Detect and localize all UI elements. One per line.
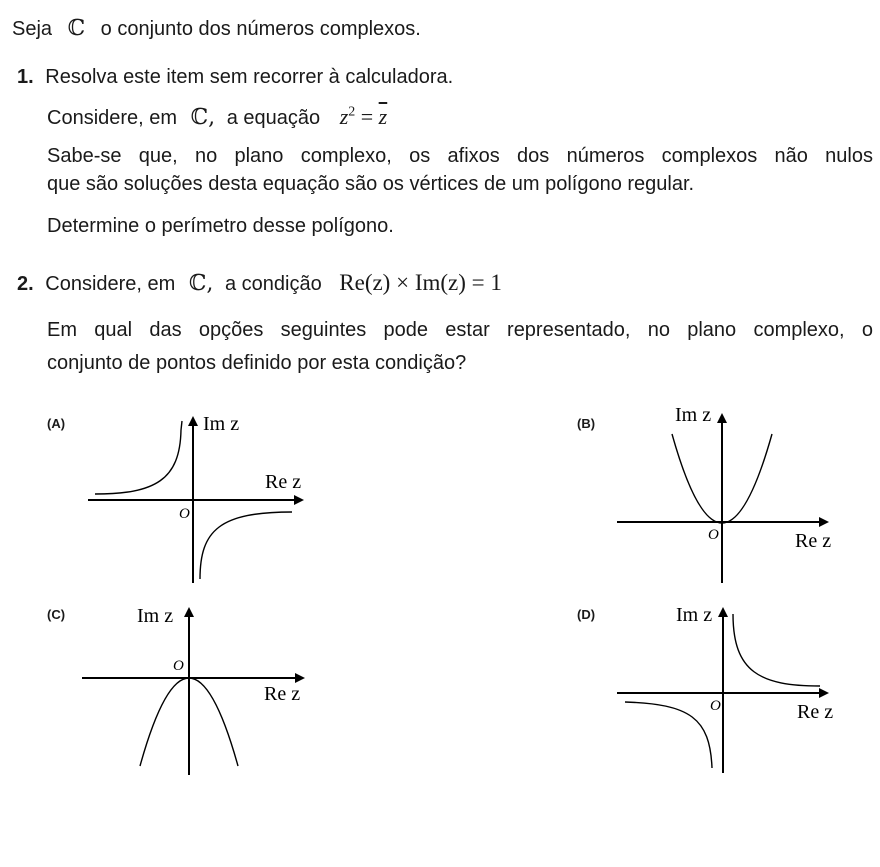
graph-d-curve-upper-right <box>733 614 820 686</box>
eq-equals: = <box>360 104 374 129</box>
q2-question-line2: conjunto de pontos definido por esta condição? <box>47 352 467 374</box>
graph-b-im-label: Im z <box>675 404 712 426</box>
q2-condition: Re(z) × Im(z) = 1 <box>339 270 502 295</box>
graph-d-y-arrow <box>718 607 728 617</box>
question-1-instruction: Resolva este item sem recorrer à calculadora. <box>45 66 454 88</box>
intro-after: o conjunto dos números complexos. <box>100 18 421 40</box>
graph-d-x-arrow <box>819 688 829 698</box>
graph-a-origin: O <box>179 506 190 522</box>
graph-b-re-label: Re z <box>795 530 832 552</box>
q2-consider-prefix: Considere, em <box>45 273 176 295</box>
option-b-label: (B) <box>577 416 596 431</box>
q2-question-line1: Em qual das opções seguintes pode estar representado, no plano complexo, o <box>47 319 873 341</box>
graph-b-origin: O <box>708 527 719 543</box>
complex-set-symbol: ℂ <box>67 16 86 41</box>
q1-set-symbol: ℂ, <box>190 105 216 130</box>
graph-a-re-label: Re z <box>265 471 302 493</box>
option-d-label: (D) <box>577 607 596 622</box>
eq-exp: 2 <box>348 104 356 120</box>
question-2-number: 2. <box>17 273 34 295</box>
eq-rhs-conjugate: $\overline{z}$ <box>378 104 388 129</box>
graph-c-re-label: Re z <box>264 683 301 705</box>
option-c-label: (C) <box>47 607 66 622</box>
graph-d-im-label: Im z <box>676 604 713 626</box>
q1-task: Determine o perímetro desse polígono. <box>47 215 394 237</box>
intro-before: Seja <box>12 18 53 40</box>
q1-consider-suffix: a equação <box>226 107 321 129</box>
graph-c-im-label: Im z <box>137 605 174 627</box>
q1-consider-prefix: Considere, em <box>47 107 178 129</box>
option-a-label: (A) <box>47 416 66 431</box>
graph-d-curve-lower-left <box>625 702 712 768</box>
graph-d-origin: O <box>710 698 721 714</box>
q2-consider-suffix: a condição <box>224 273 322 295</box>
graph-c-origin: O <box>173 658 184 674</box>
q1-paragraph-line1: Sabe-se que, no plano complexo, os afixos dos números complexos não nulos <box>47 145 873 167</box>
eq-lhs: z <box>339 104 349 129</box>
graph-a-im-label: Im z <box>203 413 240 435</box>
q1-paragraph-line2: que são soluções desta equação são os vértices de um polígono regular. <box>47 173 695 195</box>
q2-set-symbol: ℂ, <box>188 271 214 296</box>
question-1-number: 1. <box>17 66 34 88</box>
graph-d-re-label: Re z <box>797 701 834 723</box>
